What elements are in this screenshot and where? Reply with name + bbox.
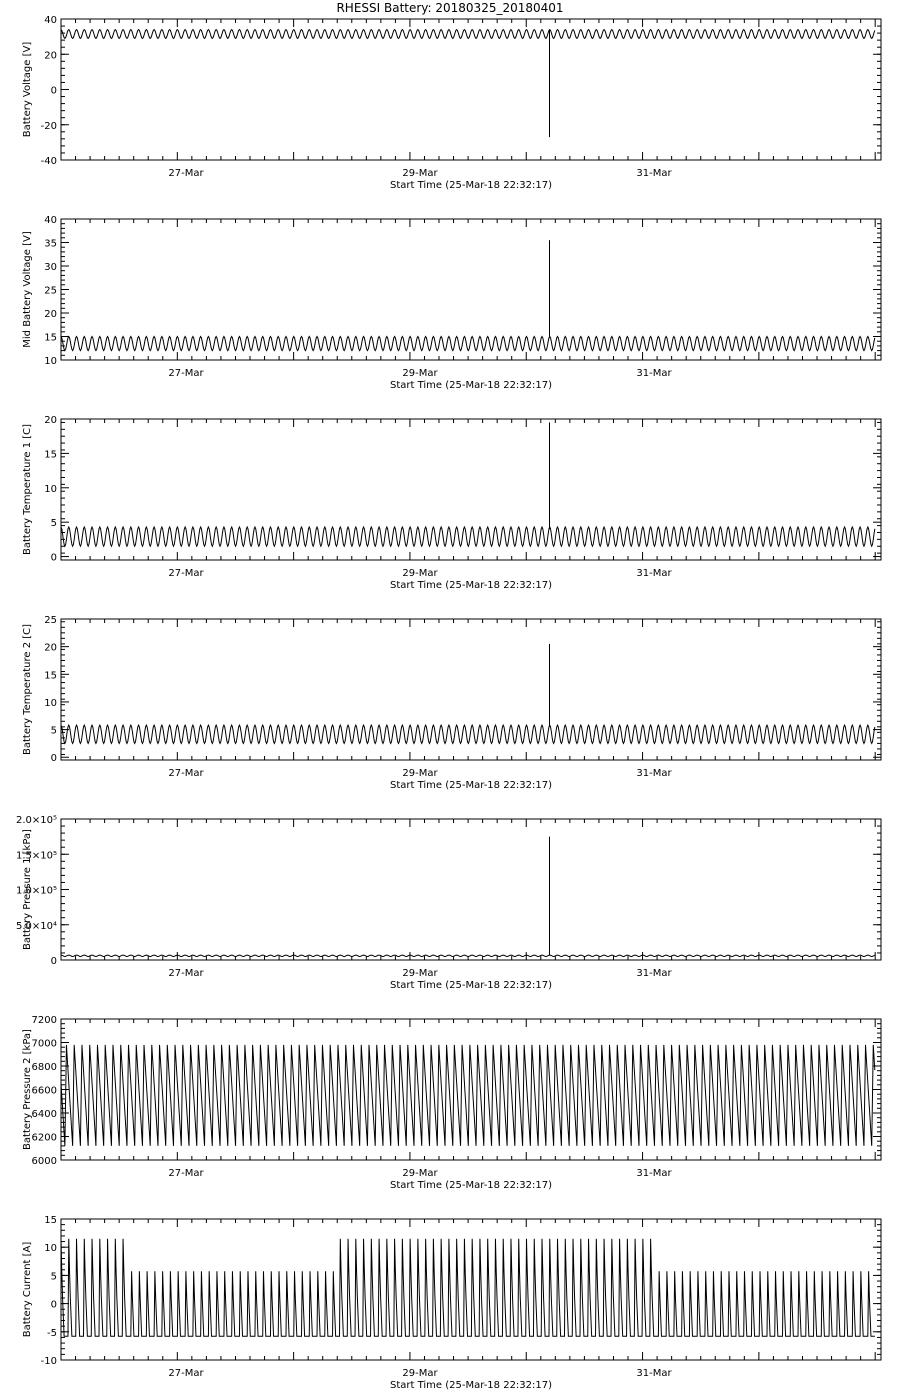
x-tick-label: 31-Mar: [636, 568, 672, 579]
y-tick-label: 0: [50, 552, 57, 564]
x-tick-label: 31-Mar: [636, 368, 672, 379]
y-tick-label: 15: [44, 670, 57, 682]
panel-1: [22, 15, 881, 191]
x-axis-title: Start Time (25-Mar-18 22:32:17): [389, 1180, 553, 1191]
y-tick-label: 20: [44, 50, 57, 62]
y-tick-label: 5: [50, 725, 57, 737]
series-line: [61, 1045, 875, 1146]
plot-frame: [61, 1219, 881, 1360]
x-tick-label: 29-Mar: [402, 768, 438, 779]
y-tick-label: 15: [44, 332, 57, 344]
x-tick-label: 27-Mar: [168, 968, 204, 979]
x-axis-title: Start Time (25-Mar-18 22:32:17): [389, 1380, 553, 1391]
y-tick-label: -10: [40, 1356, 57, 1367]
x-axis-title: Start Time (25-Mar-18 22:32:17): [389, 180, 553, 191]
y-tick-label: 6200: [31, 1132, 57, 1144]
x-axis-title: Start Time (25-Mar-18 22:32:17): [389, 980, 553, 991]
y-axis-title: Battery Pressure 1 [kPa]: [22, 829, 33, 950]
x-tick-label: 31-Mar: [636, 1368, 672, 1379]
panel-2: [22, 215, 881, 391]
plot-frame: [61, 1019, 881, 1160]
y-tick-label: 6600: [31, 1085, 57, 1097]
x-axis-title: Start Time (25-Mar-18 22:32:17): [389, 780, 553, 791]
y-tick-label: -40: [40, 156, 57, 167]
y-tick-label: 1.5×10⁵: [15, 850, 57, 862]
series-line: [61, 30, 875, 39]
y-tick-label: 5: [50, 518, 57, 530]
plot-frame: [61, 19, 881, 160]
y-axis-title: Mid Battery Voltage [V]: [22, 231, 33, 348]
x-axis-title: Start Time (25-Mar-18 22:32:17): [389, 380, 553, 391]
panel-4: [22, 615, 881, 791]
y-tick-label: 5: [50, 1271, 57, 1283]
y-tick-label: 30: [44, 262, 57, 273]
series-line: [61, 725, 875, 743]
series-line: [61, 337, 875, 351]
y-axis-title: Battery Temperature 1 [C]: [22, 423, 33, 556]
y-tick-label: 10: [44, 697, 57, 709]
x-tick-label: 27-Mar: [168, 368, 204, 379]
plot-frame: [61, 619, 881, 760]
x-tick-label: 29-Mar: [402, 368, 438, 379]
y-axis-title: Battery Voltage [V]: [22, 41, 33, 138]
panel-5: [16, 815, 881, 991]
y-tick-label: 5.0×10⁴: [15, 920, 57, 932]
y-tick-label: 0: [50, 1299, 57, 1311]
y-tick-label: -5: [47, 1327, 57, 1339]
y-tick-label: 6400: [31, 1109, 57, 1120]
y-tick-label: 7200: [31, 1015, 57, 1026]
x-tick-label: 31-Mar: [636, 1168, 672, 1179]
y-tick-label: 20: [44, 642, 57, 654]
panel-6: [22, 1015, 881, 1191]
y-tick-label: 20: [44, 309, 57, 320]
x-tick-label: 29-Mar: [402, 168, 438, 179]
x-axis-title: Start Time (25-Mar-18 22:32:17): [389, 580, 553, 591]
y-tick-label: 25: [44, 615, 57, 626]
x-tick-label: 31-Mar: [636, 968, 672, 979]
y-axis-title: Battery Current [A]: [22, 1241, 33, 1338]
x-tick-label: 27-Mar: [168, 1368, 204, 1379]
x-tick-label: 29-Mar: [402, 968, 438, 979]
x-tick-label: 29-Mar: [402, 1368, 438, 1379]
y-tick-label: 10: [44, 483, 57, 495]
y-tick-label: 40: [44, 15, 57, 26]
x-tick-label: 27-Mar: [168, 168, 204, 179]
series-line: [61, 1239, 875, 1337]
y-tick-label: 6000: [31, 1156, 57, 1167]
y-tick-label: 6800: [31, 1062, 57, 1073]
x-tick-label: 27-Mar: [168, 768, 204, 779]
y-tick-label: 20: [44, 415, 57, 426]
plot-frame: [61, 419, 881, 560]
y-tick-label: 35: [44, 238, 57, 250]
y-tick-label: 15: [44, 449, 57, 461]
x-tick-label: 31-Mar: [636, 768, 672, 779]
y-tick-label: 10: [44, 356, 57, 367]
y-tick-label: -20: [40, 120, 57, 132]
y-tick-label: 0: [50, 956, 57, 967]
y-tick-label: 0: [50, 753, 57, 765]
y-tick-label: 10: [44, 1243, 57, 1255]
panel-3: [22, 415, 881, 591]
series-line: [61, 955, 875, 956]
x-tick-label: 27-Mar: [168, 1168, 204, 1179]
x-tick-label: 29-Mar: [402, 568, 438, 579]
panel-7: [22, 1215, 881, 1391]
y-axis-title: Battery Temperature 2 [C]: [22, 623, 33, 756]
x-tick-label: 31-Mar: [636, 168, 672, 179]
x-tick-label: 29-Mar: [402, 1168, 438, 1179]
y-axis-title: Battery Pressure 2 [kPa]: [22, 1029, 33, 1150]
y-tick-label: 40: [44, 215, 57, 226]
figure-title: RHESSI Battery: 20180325_20180401: [336, 1, 564, 15]
y-tick-label: 15: [44, 1215, 57, 1226]
y-tick-label: 2.0×10⁵: [15, 815, 57, 826]
y-tick-label: 25: [44, 285, 57, 297]
plot-frame: [61, 819, 881, 960]
series-line: [61, 527, 875, 546]
x-tick-label: 27-Mar: [168, 568, 204, 579]
y-tick-label: 7000: [31, 1038, 57, 1050]
y-tick-label: 0: [50, 85, 57, 97]
y-tick-label: 1.0×10⁵: [15, 885, 57, 897]
